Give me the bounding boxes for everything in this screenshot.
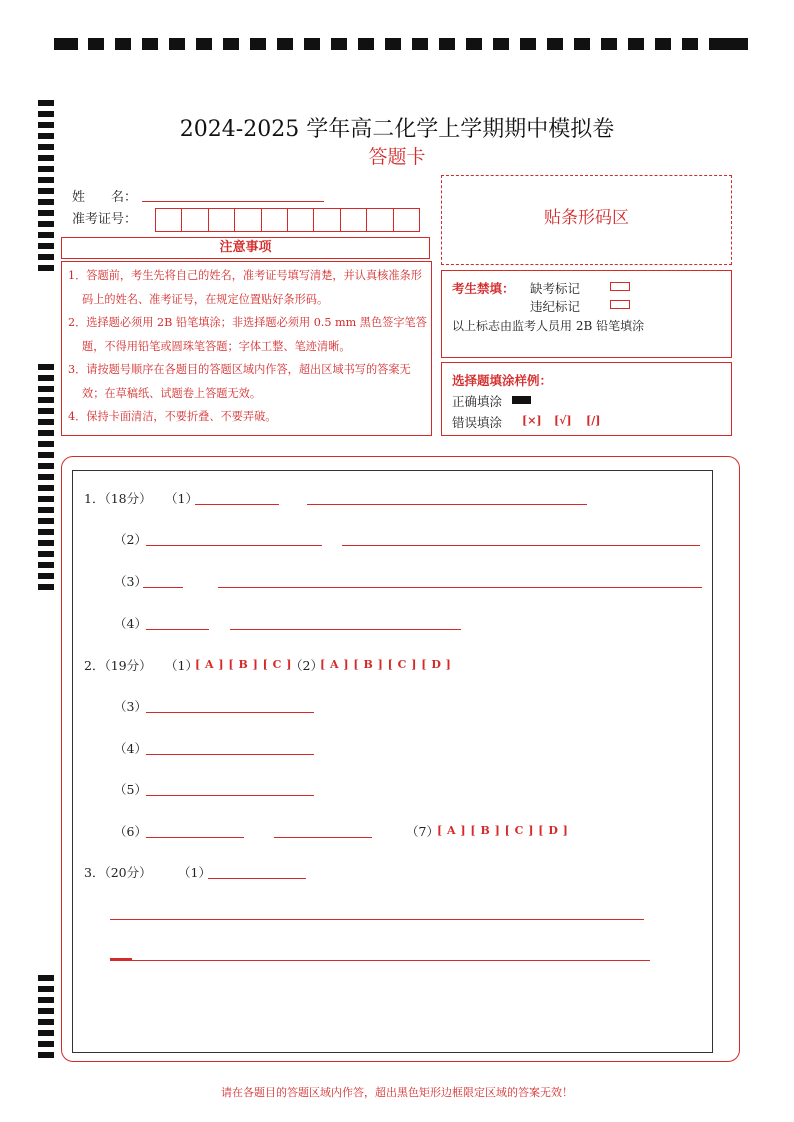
- wrong-mark: [/]: [586, 414, 601, 427]
- q1-part3-answer[interactable]: [218, 587, 702, 588]
- notice-item: 3．请按题号顺序在各题目的答题区域内作答，超出区域书写的答案无效；在草稿纸、试题卷上答题无效。: [68, 363, 411, 400]
- notice-box: [61, 261, 432, 436]
- q3-answer-mark: [110, 958, 132, 960]
- q2-part4-label: （4）: [114, 741, 147, 756]
- page-title: 2024-2025 学年高二化学上学期期中模拟卷: [179, 117, 615, 142]
- timing-mark: [38, 540, 54, 546]
- timing-mark: [38, 507, 54, 513]
- q3-part1-answer[interactable]: [208, 878, 306, 879]
- exam-id-boxes[interactable]: [156, 208, 420, 232]
- timing-mark: [628, 38, 644, 50]
- timing-mark: [115, 38, 131, 50]
- q2-part1-label: （1）: [165, 658, 198, 673]
- q2-part7-options[interactable]: [ A ] [ B ] [ C ] [ D ]: [437, 824, 569, 837]
- timing-mark: [196, 38, 212, 50]
- timing-mark: [385, 38, 401, 50]
- top-timing-marks: [54, 38, 748, 52]
- q2-part6-answer[interactable]: [274, 837, 372, 838]
- timing-mark: [38, 364, 54, 370]
- wrong-mark: [√]: [554, 414, 572, 427]
- absent-label: 缺考标记: [530, 281, 581, 296]
- fill-sample-label: 选择题填涂样例：: [452, 373, 553, 388]
- left-timing-marks-upper: [38, 100, 54, 600]
- q1-part1-answer[interactable]: [307, 504, 587, 505]
- timing-mark: [38, 584, 54, 590]
- timing-mark: [38, 529, 54, 535]
- notice-item: 1．答题前，考生先将自己的姓名，准考证号填写清楚，并认真核准条形码上的姓名、准考证号，在规定位置贴好条形码。: [68, 269, 422, 306]
- fill-sample-box: [441, 362, 732, 436]
- notice-heading: 注意事项: [61, 237, 430, 259]
- timing-mark: [38, 243, 54, 249]
- q1-part3-answer[interactable]: [143, 587, 183, 588]
- timing-mark: [38, 397, 54, 403]
- timing-mark: [38, 485, 54, 491]
- timing-mark: [682, 38, 698, 50]
- timing-mark: [38, 199, 54, 205]
- violation-checkbox[interactable]: [610, 300, 630, 309]
- timing-mark: [38, 1052, 54, 1058]
- timing-mark: [38, 1041, 54, 1047]
- timing-mark: [358, 38, 374, 50]
- timing-mark: [38, 1019, 54, 1025]
- q2-part2-options[interactable]: [ A ] [ B ] [ C ] [ D ]: [320, 658, 452, 671]
- timing-mark: [88, 38, 104, 50]
- wrong-fill-label: 错误填涂: [452, 415, 503, 430]
- q2-part3-label: （3）: [114, 699, 147, 714]
- q2-part6-label: （6）: [114, 824, 147, 839]
- timing-mark: [38, 997, 54, 1003]
- timing-mark: [277, 38, 293, 50]
- timing-mark: [54, 38, 78, 50]
- q1-part4-answer[interactable]: [230, 629, 461, 630]
- timing-mark: [520, 38, 536, 50]
- forbidden-label: 考生禁填：: [452, 281, 515, 296]
- timing-mark: [38, 986, 54, 992]
- timing-mark: [38, 474, 54, 480]
- timing-mark: [38, 975, 54, 981]
- q1-part3-label: （3）: [114, 574, 147, 589]
- q2-part4-answer[interactable]: [146, 754, 314, 755]
- timing-mark: [547, 38, 563, 50]
- q1-part4-label: （4）: [114, 616, 147, 631]
- timing-mark: [38, 419, 54, 425]
- q3-answer-line[interactable]: [110, 919, 644, 920]
- footer-warning: 请在各题目的答题区域内作答，超出黑色矩形边框限定区域的答案无效！: [221, 1086, 573, 1099]
- timing-mark: [304, 38, 320, 50]
- q2-part5-answer[interactable]: [146, 795, 314, 796]
- timing-mark: [38, 551, 54, 557]
- timing-mark: [38, 265, 54, 271]
- timing-mark: [169, 38, 185, 50]
- timing-mark: [38, 100, 54, 106]
- timing-mark: [38, 518, 54, 524]
- timing-mark: [38, 210, 54, 216]
- timing-mark: [38, 177, 54, 183]
- q1-part2-answer[interactable]: [342, 545, 700, 546]
- timing-mark: [250, 38, 266, 50]
- timing-mark: [38, 452, 54, 458]
- timing-mark: [38, 375, 54, 381]
- timing-mark: [493, 38, 509, 50]
- timing-mark: [38, 232, 54, 238]
- q1-part2-answer[interactable]: [146, 545, 322, 546]
- timing-mark: [38, 386, 54, 392]
- timing-mark: [38, 1030, 54, 1036]
- answer-area-border: [72, 470, 713, 1053]
- timing-mark: [38, 1008, 54, 1014]
- q2-heading: 2．（19分）: [84, 658, 152, 673]
- violation-label: 违纪标记: [530, 299, 581, 314]
- timing-mark: [38, 463, 54, 469]
- notice-item: 2．选择题必须用 2B 铅笔填涂；非选择题必须用 0.5 mm 黑色签字笔答题，不得用铅笔或圆珠笔答题；字体工整、笔迹清晰。: [68, 316, 427, 353]
- timing-mark: [38, 496, 54, 502]
- q2-part5-label: （5）: [114, 782, 147, 797]
- name-field[interactable]: [142, 201, 324, 202]
- q1-part1-answer[interactable]: [195, 504, 279, 505]
- q3-heading: 3．（20分）: [84, 865, 152, 880]
- q2-part3-answer[interactable]: [146, 712, 314, 713]
- wrong-mark: [×]: [522, 414, 542, 427]
- left-timing-marks-lower: [38, 975, 54, 1067]
- q1-part1-label: （1）: [165, 491, 198, 506]
- q2-part1-options[interactable]: [ A ] [ B ] [ C ]: [195, 658, 292, 671]
- timing-mark: [439, 38, 455, 50]
- q3-part1-label: （1）: [178, 865, 211, 880]
- name-label: 姓 名：: [72, 190, 138, 205]
- exam-id-label: 准考证号：: [72, 212, 138, 227]
- timing-mark: [331, 38, 347, 50]
- q2-part6-answer[interactable]: [146, 837, 244, 838]
- timing-mark: [142, 38, 158, 50]
- correct-fill-mark: [512, 396, 531, 404]
- q1-part4-answer[interactable]: [146, 629, 209, 630]
- timing-mark: [574, 38, 590, 50]
- timing-mark: [601, 38, 617, 50]
- timing-mark: [466, 38, 482, 50]
- timing-mark: [38, 254, 54, 260]
- timing-mark: [655, 38, 671, 50]
- correct-fill-label: 正确填涂: [452, 394, 503, 409]
- timing-mark: [38, 221, 54, 227]
- forbidden-box: [441, 270, 732, 358]
- forbidden-note: 以上标志由监考人员用 2B 铅笔填涂: [452, 319, 645, 333]
- timing-mark: [38, 430, 54, 436]
- timing-mark: [38, 573, 54, 579]
- q1-heading: 1．（18分）: [84, 491, 152, 506]
- timing-mark: [724, 38, 748, 50]
- q2-part2-label: （2）: [290, 658, 323, 673]
- timing-mark: [223, 38, 239, 50]
- timing-mark: [38, 188, 54, 194]
- notice-item: 4．保持卡面清洁，不要折叠、不要弄破。: [68, 410, 277, 423]
- barcode-area: 贴条形码区: [441, 175, 732, 265]
- timing-mark: [412, 38, 428, 50]
- timing-mark: [38, 562, 54, 568]
- q1-part2-label: （2）: [114, 532, 147, 547]
- q3-answer-line[interactable]: [110, 960, 650, 961]
- q2-part7-label: （7）: [406, 824, 439, 839]
- timing-mark: [38, 408, 54, 414]
- absent-checkbox[interactable]: [610, 282, 630, 291]
- page-subtitle: 答题卡: [368, 146, 426, 168]
- timing-mark: [709, 38, 725, 50]
- timing-mark: [38, 441, 54, 447]
